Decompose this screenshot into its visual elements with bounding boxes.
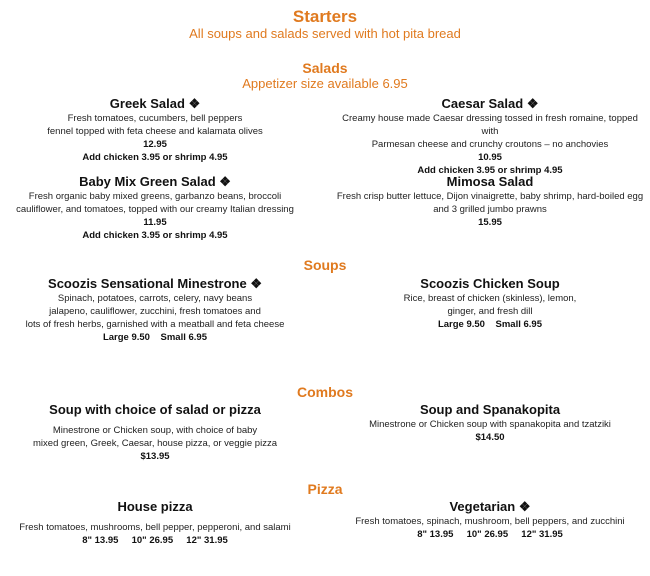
item-desc-line: Rice, breast of chicken (skinless), lemon, xyxy=(403,293,577,304)
menu-item-minestrone xyxy=(5,276,305,344)
pizza-title: Pizza xyxy=(307,481,343,497)
item-price: 8" 13.95 10" 26.95 12" 31.95 xyxy=(82,535,228,546)
item-price: $14.50 xyxy=(475,432,505,443)
menu-item-vegetarian-pizza xyxy=(335,499,645,541)
item-desc-line: Creamy house made Caesar dressing tossed in fresh romaine, topped with xyxy=(342,113,638,137)
combos-title: Combos xyxy=(297,384,353,400)
item-name: House pizza xyxy=(117,499,193,514)
item-addon: Add chicken 3.95 or shrimp 4.95 xyxy=(417,165,563,176)
menu-item-soup-spanakopita xyxy=(335,402,645,444)
menu-item-chicken-soup xyxy=(335,276,645,331)
signature-mark-icon: ❖ xyxy=(518,499,531,514)
item-desc-line: ginger, and fresh dill xyxy=(447,306,533,317)
item-price: Large 9.50 Small 6.95 xyxy=(102,332,208,343)
item-desc-line: Minestrone or Chicken soup with spanakopita and tzatziki xyxy=(369,419,611,430)
item-desc-line: fennel topped with feta cheese and kalamata olives xyxy=(47,126,263,137)
item-name: Scoozis Chicken Soup xyxy=(420,276,560,291)
signature-mark-icon: ❖ xyxy=(526,96,539,111)
item-name: Scoozis Sensational Minestrone xyxy=(48,276,247,291)
menu-item-greek-salad xyxy=(5,96,305,164)
item-desc-line: lots of fresh herbs, garnished with a meatball and feta cheese xyxy=(25,319,285,330)
starters-title: Starters xyxy=(292,7,358,26)
menu-item-soup-combo xyxy=(5,402,305,463)
item-name: Vegetarian xyxy=(449,499,516,514)
item-desc-line: cauliflower, and tomatoes, topped with our creamy Italian dressing xyxy=(16,204,294,215)
salads-title: Salads xyxy=(302,60,348,76)
menu-item-baby-mix-green-salad xyxy=(5,174,305,242)
item-desc-line: Minestrone or Chicken soup, with choice of baby xyxy=(52,425,258,436)
item-desc-line: and 3 grilled jumbo prawns xyxy=(433,204,547,215)
item-desc-line: mixed green, Greek, Caesar, house pizza, or veggie pizza xyxy=(33,438,277,449)
starters-subtitle: All soups and salads served with hot pita bread xyxy=(189,26,461,41)
item-price: $13.95 xyxy=(140,451,170,462)
signature-mark-icon: ❖ xyxy=(219,174,231,189)
item-desc-line: Spinach, potatoes, carrots, celery, navy beans xyxy=(57,293,253,304)
item-desc-line: Fresh tomatoes, spinach, mushroom, bell peppers, and zucchini xyxy=(355,516,625,527)
item-desc-line: Fresh tomatoes, mushrooms, bell pepper, pepperoni, and salami xyxy=(19,522,291,533)
item-name: Mimosa Salad xyxy=(446,174,534,189)
item-price: 11.95 xyxy=(143,217,167,228)
menu-item-caesar-salad xyxy=(335,96,645,177)
item-price: 15.95 xyxy=(478,217,502,228)
item-desc-line: jalapeno, cauliflower, zucchini, fresh tomatoes and xyxy=(49,306,261,317)
item-price: 12.95 xyxy=(143,139,167,150)
menu-item-mimosa-salad xyxy=(335,174,645,229)
signature-mark-icon: ❖ xyxy=(188,96,201,111)
item-desc-line: Parmesan cheese and crunchy croutons – no anchovies xyxy=(371,139,609,150)
item-name: Caesar Salad xyxy=(441,96,524,111)
item-desc-line: Fresh crisp butter lettuce, Dijon vinaigrette, baby shrimp, hard-boiled egg xyxy=(336,191,644,202)
item-price: 10.95 xyxy=(478,152,502,163)
item-desc-line: Fresh tomatoes, cucumbers, bell peppers xyxy=(67,113,243,124)
item-price: Large 9.50 Small 6.95 xyxy=(437,319,543,330)
signature-mark-icon: ❖ xyxy=(250,276,262,291)
item-addon: Add chicken 3.95 or shrimp 4.95 xyxy=(82,152,228,163)
item-name: Soup and Spanakopita xyxy=(419,402,561,417)
item-desc-line: Fresh organic baby mixed greens, garbanzo beans, broccoli xyxy=(28,191,282,202)
soups-title: Soups xyxy=(303,257,347,273)
item-name: Baby Mix Green Salad xyxy=(79,174,216,189)
item-name: Soup with choice of salad or pizza xyxy=(49,402,261,417)
item-addon: Add chicken 3.95 or shrimp 4.95 xyxy=(82,230,228,241)
item-name: Greek Salad xyxy=(109,96,185,111)
menu-item-house-pizza xyxy=(5,499,305,547)
item-price: 8" 13.95 10" 26.95 12" 31.95 xyxy=(417,529,563,540)
salads-subtitle: Appetizer size available 6.95 xyxy=(242,76,408,91)
